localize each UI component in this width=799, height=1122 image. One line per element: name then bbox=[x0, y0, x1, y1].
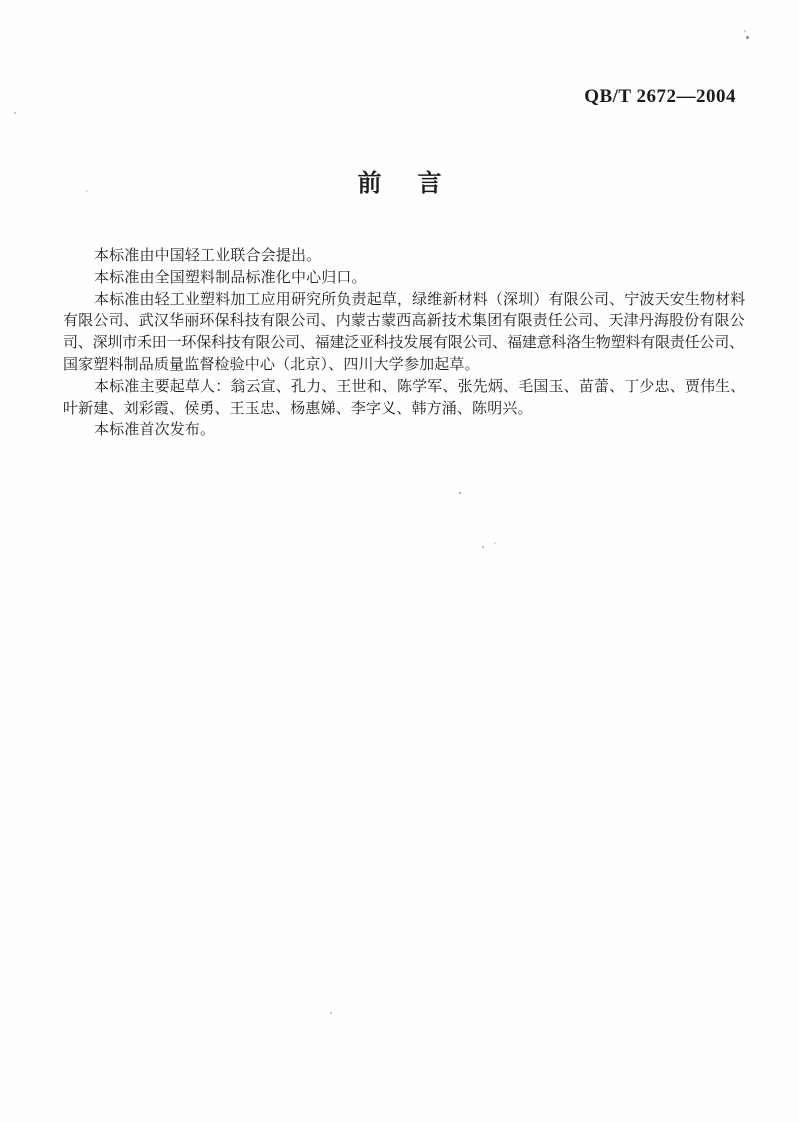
scan-speck bbox=[746, 36, 749, 39]
scan-speck bbox=[744, 30, 746, 32]
scan-speck bbox=[86, 190, 88, 192]
scan-speck bbox=[494, 542, 496, 544]
page-title: 前 言 bbox=[357, 171, 448, 197]
foreword-line: 本标准由轻工业塑料加工应用研究所负责起草，绿维新材料（深圳）有限公司、宁波天安生物材料 bbox=[94, 291, 746, 308]
foreword-line: 叶新建、刘彩霞、侯勇、王玉忠、杨惠娣、李字义、韩方涌、陈明兴。 bbox=[63, 400, 533, 417]
foreword-line: 本标准由中国轻工业联合会提出。 bbox=[94, 248, 322, 264]
scan-speck bbox=[330, 1012, 332, 1014]
foreword-body bbox=[63, 246, 755, 442]
scan-speck bbox=[459, 492, 461, 494]
foreword-line: 本标准主要起草人：翁云宣、孔力、王世和、陈学军、张先炳、毛国玉、苗蕾、丁少忠、贾伟生、 bbox=[94, 378, 746, 395]
standard-code: QB/T 2672—2004 bbox=[584, 86, 736, 107]
scan-speck bbox=[482, 546, 484, 548]
foreword-line: 有限公司、武汉华丽环保科技有限公司、内蒙古蒙西高新技术集团有限责任公司、天津丹海股份有限公 bbox=[63, 313, 745, 330]
foreword-line: 本标准由全国塑料制品标准化中心归口。 bbox=[94, 269, 367, 286]
foreword-line: 本标准首次发布。 bbox=[94, 422, 216, 439]
foreword-line: 司、深圳市禾田一环保科技有限公司、福建泛亚科技发展有限公司、福建意科洛生物塑料有限责任公司、 bbox=[63, 335, 744, 352]
foreword-line: 国家塑料制品质量监督检验中心（北京）、四川大学参加起草。 bbox=[63, 356, 480, 373]
scan-speck bbox=[14, 112, 16, 114]
